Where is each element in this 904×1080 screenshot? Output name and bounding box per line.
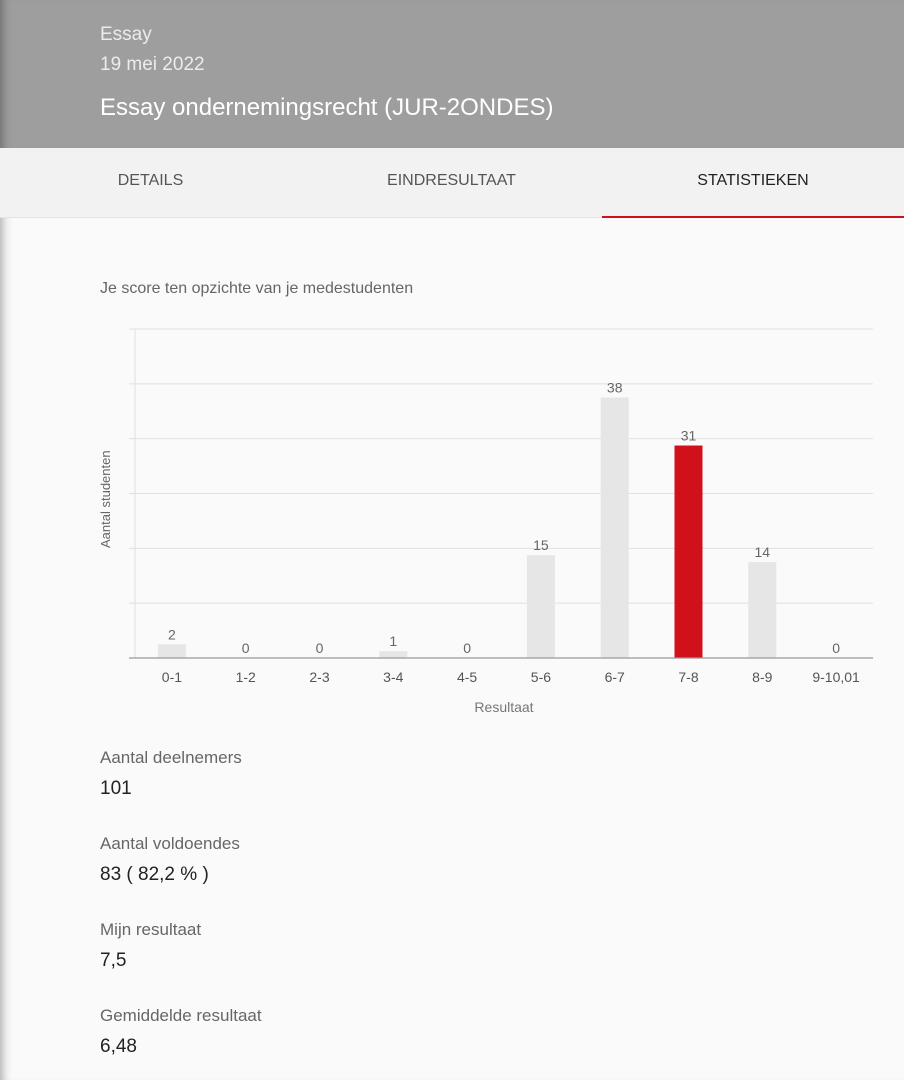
chart-title: Je score ten opzichte van je medestudenten [100, 280, 414, 297]
stat-value: 83 ( 82,2 % ) [100, 864, 209, 885]
stat-mijn-resultaat [100, 920, 201, 972]
y-axis-label: Aantal studenten [98, 450, 113, 548]
tab-eindresultaat[interactable]: EINDRESULTAAT [387, 172, 516, 189]
stat-label: Aantal deelnemers [100, 748, 242, 767]
bar [601, 398, 629, 658]
stat-deelnemers [100, 748, 242, 800]
bar-value-label: 38 [606, 379, 623, 396]
x-tick-label: 0-1 [161, 669, 183, 685]
tab-bar [0, 148, 904, 218]
x-tick-label: 9-10,01 [812, 669, 860, 685]
exam-date: 19 mei 2022 [100, 54, 205, 75]
page-header [0, 0, 904, 148]
chart-svg [96, 320, 886, 730]
stat-label: Aantal voldoendes [100, 834, 240, 853]
x-tick-label: 7-8 [678, 669, 699, 685]
bar-value-label: 0 [832, 640, 840, 656]
bar [379, 651, 407, 658]
stat-value: 6,48 [100, 1036, 137, 1057]
bar-value-label: 15 [533, 537, 549, 554]
tab-statistieken[interactable]: STATISTIEKEN [602, 148, 904, 218]
bar-value-label: 0 [463, 640, 471, 656]
stat-value: 101 [100, 778, 132, 799]
x-tick-label: 6-7 [604, 669, 625, 685]
bar-value-label: 0 [241, 640, 250, 656]
x-tick-label: 3-4 [383, 669, 404, 685]
x-tick-label: 1-2 [235, 669, 256, 685]
bar-value-label: 1 [389, 633, 398, 650]
stat-voldoendes [100, 834, 240, 886]
x-axis-label: Resultaat [474, 699, 534, 715]
stat-value: 7,5 [100, 950, 127, 971]
x-tick-label: 4-5 [456, 669, 478, 685]
bar [527, 555, 555, 658]
bar-value-label: 31 [680, 427, 697, 444]
stat-label: Mijn resultaat [100, 920, 202, 939]
x-tick-label: 5-6 [530, 669, 552, 685]
x-tick-label: 8-9 [752, 669, 773, 685]
tab-details[interactable]: DETAILS [117, 172, 184, 189]
bar [675, 446, 703, 658]
bar [748, 562, 776, 658]
exam-type: Essay [100, 24, 152, 45]
x-tick-label: 2-3 [309, 669, 330, 685]
bar-value-label: 14 [754, 544, 771, 561]
stat-label: Gemiddelde resultaat [100, 1006, 262, 1025]
page-title: Essay ondernemingsrecht (JUR-2ONDES) [100, 94, 554, 121]
bar-value-label: 0 [315, 640, 324, 656]
distribution-chart [96, 320, 886, 730]
stat-gemiddelde [100, 1006, 262, 1058]
bar [158, 644, 186, 658]
bar-value-label: 2 [168, 626, 176, 643]
